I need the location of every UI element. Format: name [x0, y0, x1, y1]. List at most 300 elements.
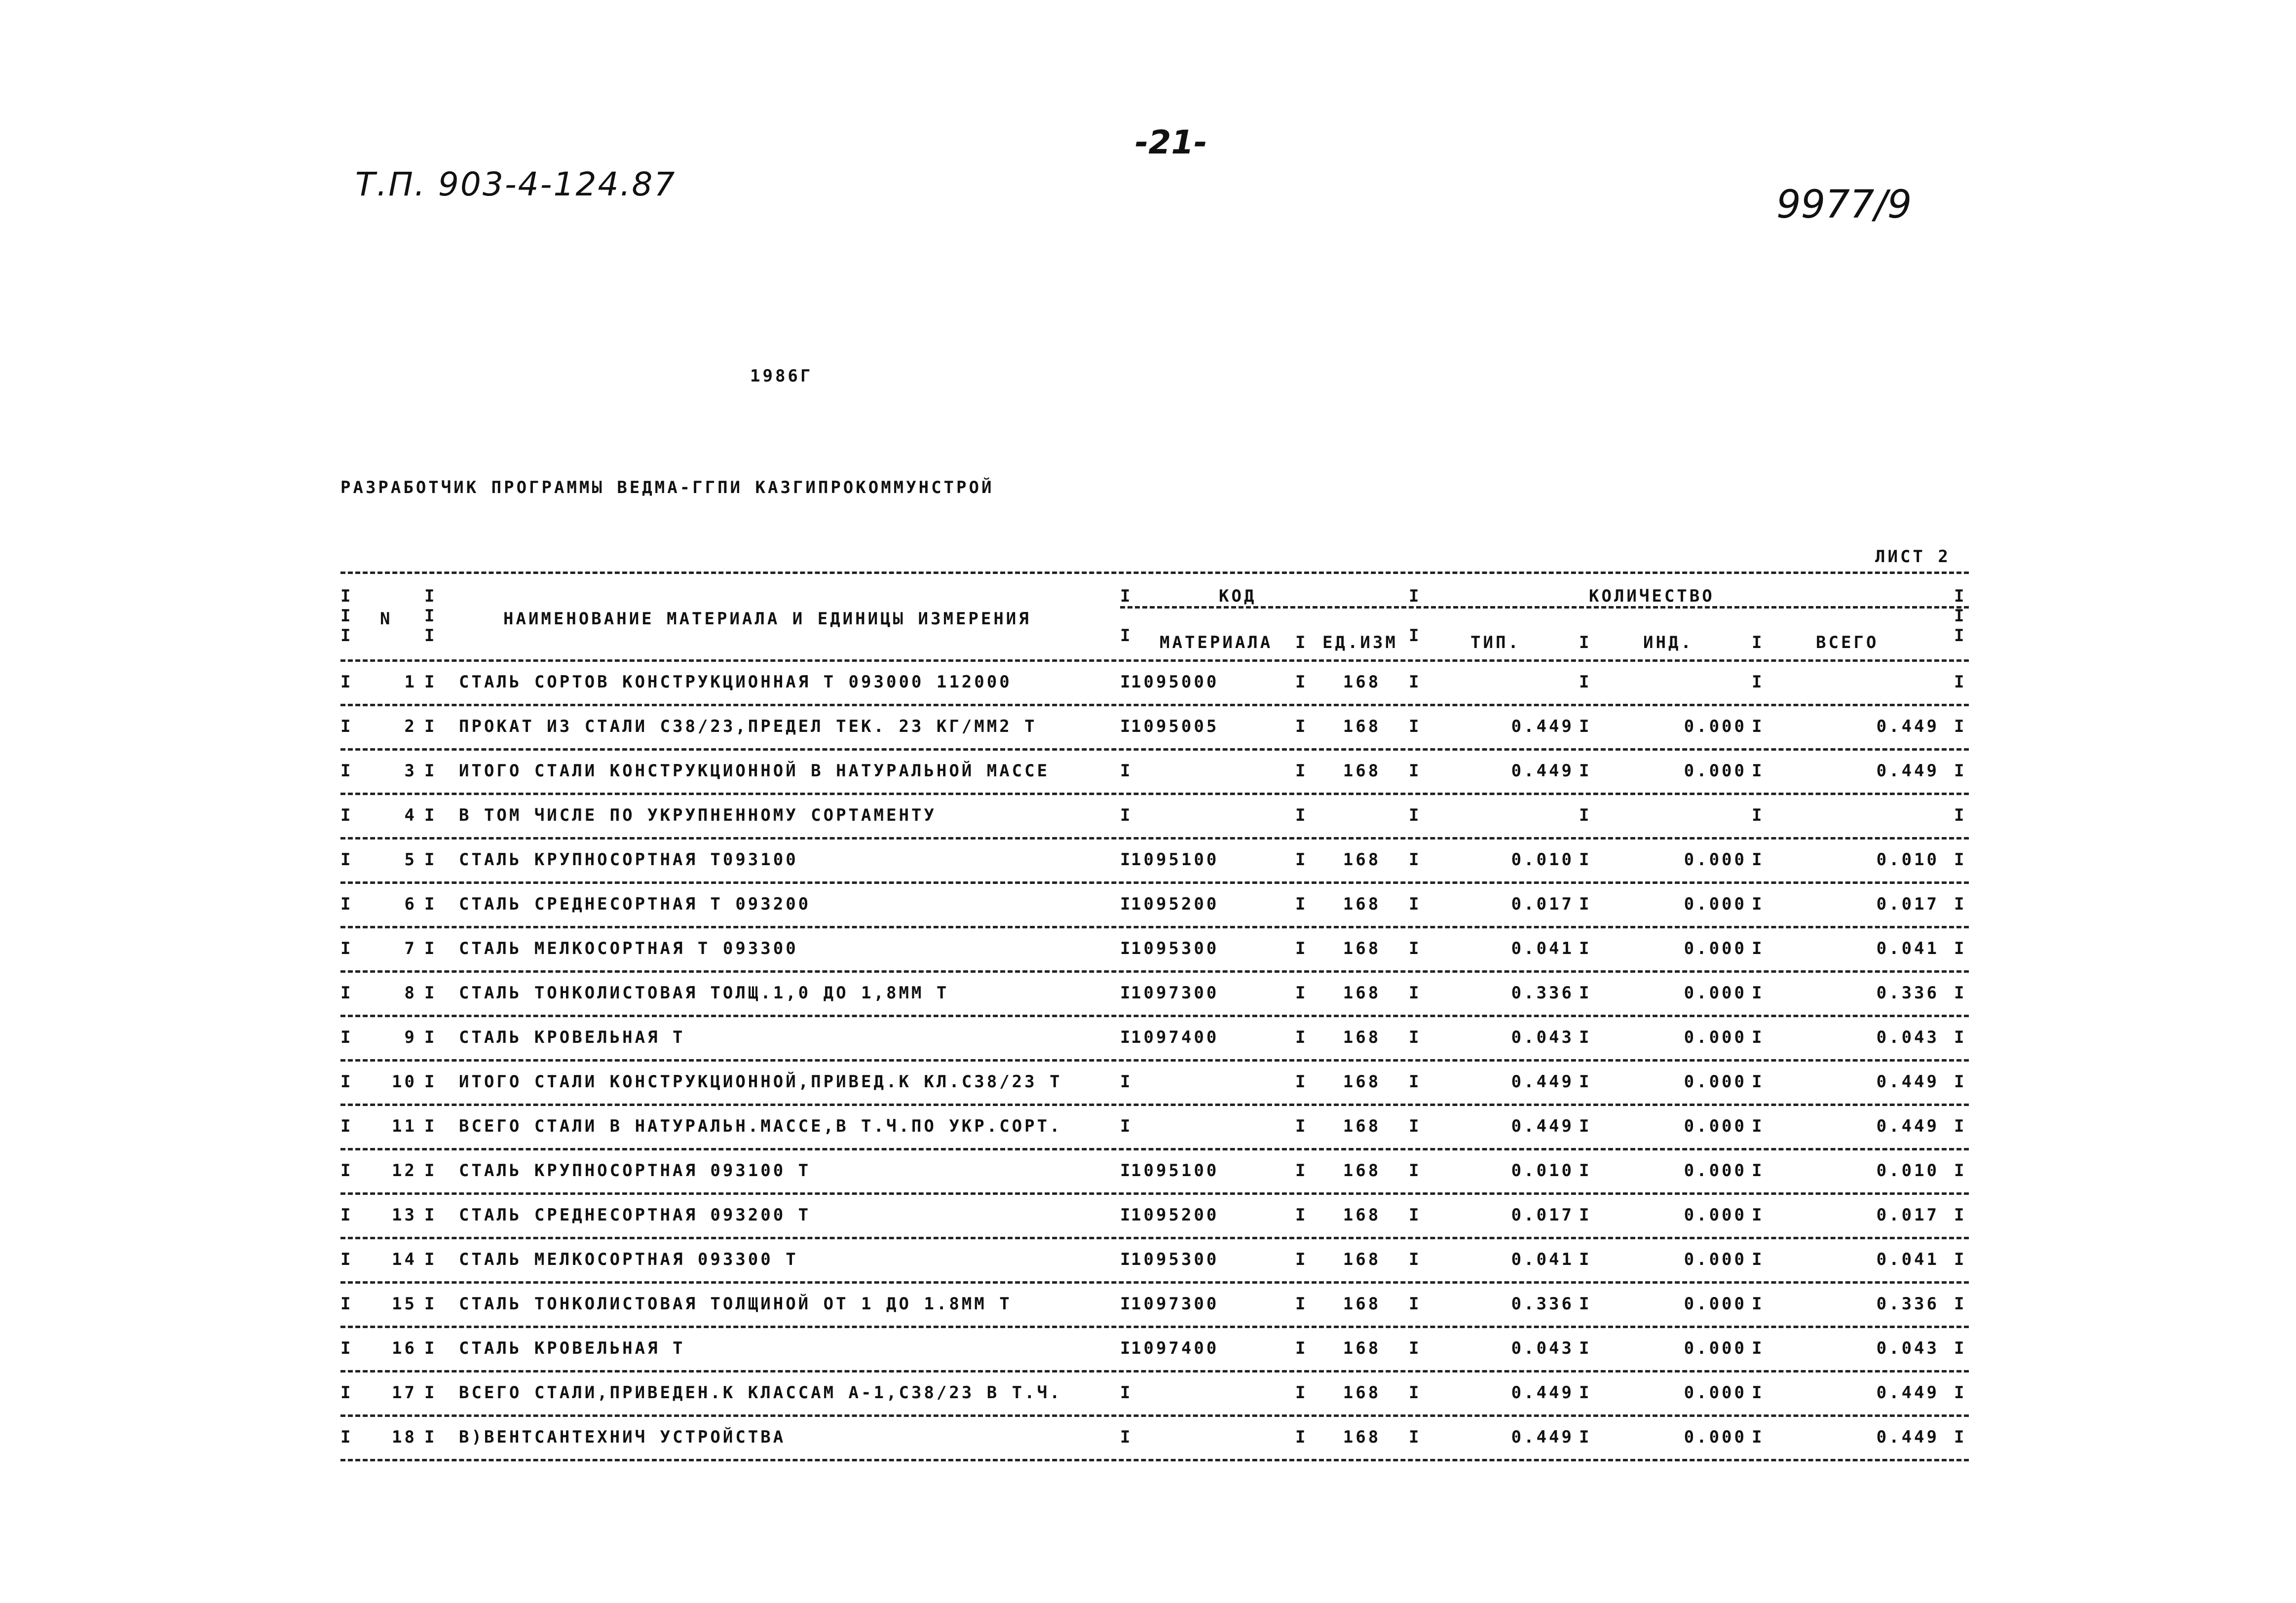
- qty-typ: 0.043: [1511, 1028, 1574, 1047]
- row-number: 16: [392, 1338, 417, 1358]
- row-number: 3: [404, 761, 417, 781]
- material-name: СТАЛЬ КРУПНОСОРТНАЯ 093100 Т: [459, 1161, 811, 1181]
- row-border-mark: I: [1120, 894, 1130, 914]
- row-border-mark: I: [1954, 672, 1964, 692]
- material-code: 1097400: [1131, 1028, 1219, 1047]
- row-separator: [340, 970, 1969, 973]
- row-border-mark: I: [1120, 761, 1130, 781]
- row-border-mark: I: [1295, 850, 1306, 870]
- material-name: СТАЛЬ КРОВЕЛЬНАЯ Т: [459, 1338, 685, 1358]
- row-border-mark: I: [1579, 983, 1589, 1003]
- qty-total: 0.449: [1876, 1427, 1939, 1447]
- row-border-mark: I: [424, 1294, 435, 1314]
- qty-total: 0.010: [1876, 850, 1939, 870]
- row-border-mark: I: [1579, 1427, 1589, 1447]
- row-separator: [340, 926, 1969, 928]
- unit-code: 168: [1343, 1294, 1381, 1314]
- qty-typ: 0.041: [1511, 1250, 1574, 1269]
- qty-total: 0.043: [1876, 1028, 1939, 1047]
- row-border-mark: I: [1752, 805, 1762, 825]
- qty-total: 0.449: [1876, 1072, 1939, 1092]
- row-number: 18: [392, 1427, 417, 1447]
- qty-ind: 0.000: [1684, 1116, 1747, 1136]
- row-border-mark: I: [1752, 1028, 1762, 1047]
- row-border-mark: I: [1579, 1205, 1589, 1225]
- row-border-mark: I: [1752, 1072, 1762, 1092]
- row-border-mark: I: [1752, 850, 1762, 870]
- unit-code: 168: [1343, 717, 1381, 736]
- row-border-mark: I: [1295, 939, 1306, 958]
- row-border-mark: I: [424, 1205, 435, 1225]
- row-border-mark: I: [340, 1338, 351, 1358]
- row-border-mark: I: [424, 717, 435, 736]
- row-border-mark: I: [1752, 1205, 1762, 1225]
- row-separator: [340, 748, 1969, 751]
- col-header-code: КОД: [1219, 586, 1257, 606]
- row-border-mark: I: [340, 1116, 351, 1136]
- row-border-mark: I: [1579, 1250, 1589, 1269]
- row-border-mark: I: [1295, 805, 1306, 825]
- unit-code: 168: [1343, 939, 1381, 958]
- row-border-mark: I: [1409, 805, 1419, 825]
- row-border-mark: I: [340, 672, 351, 692]
- unit-code: 168: [1343, 1383, 1381, 1403]
- row-border-mark: I: [1409, 717, 1419, 736]
- material-name: ИТОГО СТАЛИ КОНСТРУКЦИОННОЙ,ПРИВЕД.К КЛ.С38/23 Т: [459, 1072, 1062, 1092]
- row-border-mark: I: [1295, 1205, 1306, 1225]
- qty-total: 0.449: [1876, 1383, 1939, 1403]
- row-border-mark: I: [340, 1427, 351, 1447]
- sheet-code: 9977/9: [1776, 183, 1912, 227]
- qty-ind: 0.000: [1684, 1383, 1747, 1403]
- qty-ind: 0.000: [1684, 1205, 1747, 1225]
- table-top-rule: [340, 572, 1969, 574]
- row-border-mark: I: [1409, 1250, 1419, 1269]
- material-name: СТАЛЬ СРЕДНЕСОРТНАЯ Т 093200: [459, 894, 811, 914]
- row-number: 10: [392, 1072, 417, 1092]
- row-border-mark: I: [1579, 1338, 1589, 1358]
- row-border-mark: I: [1295, 1028, 1306, 1047]
- unit-code: 168: [1343, 1028, 1381, 1047]
- row-border-mark: I: [424, 1028, 435, 1047]
- row-border-mark: I: [1579, 894, 1589, 914]
- row-border-mark: I: [1954, 1250, 1964, 1269]
- row-border-mark: I: [340, 1028, 351, 1047]
- qty-typ: 0.010: [1511, 850, 1574, 870]
- row-border-mark: I: [340, 805, 351, 825]
- material-code: 1095200: [1131, 894, 1219, 914]
- qty-ind: 0.000: [1684, 1028, 1747, 1047]
- qty-typ: 0.336: [1511, 983, 1574, 1003]
- row-border-mark: I: [340, 1072, 351, 1092]
- col-header-quantity: КОЛИЧЕСТВО: [1589, 586, 1715, 606]
- row-border-mark: I: [340, 850, 351, 870]
- row-border-mark: I: [1409, 1028, 1419, 1047]
- row-border-mark: I: [1120, 983, 1130, 1003]
- header-border-mark: I I I: [1954, 586, 1964, 646]
- row-border-mark: I: [1752, 939, 1762, 958]
- row-border-mark: I: [1954, 894, 1964, 914]
- material-name: ВСЕГО СТАЛИ,ПРИВЕДЕН.К КЛАССАМ А-1,С38/23 В Т.Ч.: [459, 1383, 1062, 1403]
- row-number: 5: [404, 850, 417, 870]
- row-border-mark: I: [424, 672, 435, 692]
- row-border-mark: I: [1295, 672, 1306, 692]
- material-code: 1097400: [1131, 1338, 1219, 1358]
- row-border-mark: I: [1409, 983, 1419, 1003]
- row-separator: [340, 1326, 1969, 1328]
- row-border-mark: I: [1295, 1250, 1306, 1269]
- col-header-unit: ЕД.ИЗМ: [1322, 633, 1398, 652]
- row-border-mark: I: [1409, 1116, 1419, 1136]
- row-border-mark: I: [424, 805, 435, 825]
- row-border-mark: I: [1579, 717, 1589, 736]
- row-border-mark: I: [1954, 1205, 1964, 1225]
- material-code: 1097300: [1131, 1294, 1219, 1314]
- row-border-mark: I: [1120, 1205, 1130, 1225]
- unit-code: 168: [1343, 1250, 1381, 1269]
- row-border-mark: I: [1752, 1250, 1762, 1269]
- qty-typ: 0.336: [1511, 1294, 1574, 1314]
- row-border-mark: I: [1120, 1028, 1130, 1047]
- row-border-mark: I: [1752, 672, 1762, 692]
- row-border-mark: I: [1752, 1383, 1762, 1403]
- row-border-mark: I: [1579, 761, 1589, 781]
- row-border-mark: I: [1295, 1294, 1306, 1314]
- material-name: ПРОКАТ ИЗ СТАЛИ С38/23,ПРЕДЕЛ ТЕК. 23 КГ/ММ2 Т: [459, 717, 1037, 736]
- qty-ind: 0.000: [1684, 1161, 1747, 1181]
- unit-code: 168: [1343, 1205, 1381, 1225]
- row-border-mark: I: [424, 761, 435, 781]
- row-border-mark: I: [1954, 1338, 1964, 1358]
- qty-ind: 0.000: [1684, 939, 1747, 958]
- row-border-mark: I: [1752, 1338, 1762, 1358]
- sheet-label: ЛИСТ 2: [1875, 547, 1951, 567]
- row-separator: [340, 837, 1969, 840]
- material-code: 1095300: [1131, 1250, 1219, 1269]
- qty-total: 0.041: [1876, 1250, 1939, 1269]
- qty-ind: 0.000: [1684, 717, 1747, 736]
- row-border-mark: I: [424, 1427, 435, 1447]
- qty-typ: 0.449: [1511, 1116, 1574, 1136]
- material-name: СТАЛЬ ТОНКОЛИСТОВАЯ ТОЛЩ.1,0 ДО 1,8ММ Т: [459, 983, 949, 1003]
- qty-ind: 0.000: [1684, 1427, 1747, 1447]
- row-number: 2: [404, 717, 417, 736]
- row-number: 17: [392, 1383, 417, 1403]
- row-border-mark: I: [1579, 672, 1589, 692]
- row-number: 7: [404, 939, 417, 958]
- qty-total: 0.336: [1876, 1294, 1939, 1314]
- year-label: 1986Г: [750, 366, 813, 386]
- qty-total: 0.017: [1876, 894, 1939, 914]
- row-border-mark: I: [1752, 983, 1762, 1003]
- row-border-mark: I: [1409, 1338, 1419, 1358]
- row-separator: [340, 793, 1969, 795]
- row-border-mark: I: [1409, 850, 1419, 870]
- unit-code: 168: [1343, 672, 1381, 692]
- row-border-mark: I: [340, 1161, 351, 1181]
- row-number: 11: [392, 1116, 417, 1136]
- row-border-mark: I: [1579, 1072, 1589, 1092]
- material-name: СТАЛЬ СРЕДНЕСОРТНАЯ 093200 Т: [459, 1205, 811, 1225]
- qty-typ: 0.449: [1511, 717, 1574, 736]
- row-border-mark: I: [1954, 1161, 1964, 1181]
- row-border-mark: I: [1120, 939, 1130, 958]
- row-border-mark: I: [1120, 850, 1130, 870]
- row-border-mark: I: [1295, 1338, 1306, 1358]
- row-border-mark: I: [1954, 1427, 1964, 1447]
- qty-ind: 0.000: [1684, 983, 1747, 1003]
- row-number: 6: [404, 894, 417, 914]
- row-border-mark: I: [1409, 1427, 1419, 1447]
- row-border-mark: I: [1954, 1294, 1964, 1314]
- row-border-mark: I: [1295, 1116, 1306, 1136]
- row-border-mark: I: [424, 939, 435, 958]
- row-border-mark: I: [1579, 1116, 1589, 1136]
- row-border-mark: I: [1295, 983, 1306, 1003]
- row-border-mark: I: [1752, 717, 1762, 736]
- row-border-mark: I: [340, 1383, 351, 1403]
- header-border-mark: I: [1295, 633, 1306, 652]
- material-name: СТАЛЬ ТОНКОЛИСТОВАЯ ТОЛЩИНОЙ ОТ 1 ДО 1.8ММ Т: [459, 1294, 1012, 1314]
- row-border-mark: I: [340, 1294, 351, 1314]
- row-number: 14: [392, 1250, 417, 1269]
- row-number: 15: [392, 1294, 417, 1314]
- row-number: 4: [404, 805, 417, 825]
- row-border-mark: I: [1120, 1383, 1130, 1403]
- header-border-mark: I I: [1120, 586, 1130, 646]
- row-border-mark: I: [1409, 939, 1419, 958]
- row-border-mark: I: [1752, 1161, 1762, 1181]
- row-border-mark: I: [1409, 1205, 1419, 1225]
- unit-code: 168: [1343, 761, 1381, 781]
- qty-total: 0.017: [1876, 1205, 1939, 1225]
- row-border-mark: I: [340, 983, 351, 1003]
- row-border-mark: I: [340, 1250, 351, 1269]
- row-border-mark: I: [1120, 1072, 1130, 1092]
- row-border-mark: I: [1954, 805, 1964, 825]
- row-number: 13: [392, 1205, 417, 1225]
- row-border-mark: I: [1752, 1116, 1762, 1136]
- row-number: 1: [404, 672, 417, 692]
- row-separator: [340, 704, 1969, 706]
- row-border-mark: I: [1409, 1294, 1419, 1314]
- qty-typ: 0.017: [1511, 1205, 1574, 1225]
- row-border-mark: I: [340, 1205, 351, 1225]
- unit-code: 168: [1343, 850, 1381, 870]
- qty-ind: 0.000: [1684, 1338, 1747, 1358]
- row-border-mark: I: [424, 1338, 435, 1358]
- row-border-mark: I: [1752, 894, 1762, 914]
- unit-code: 168: [1343, 1427, 1381, 1447]
- header-border-mark: I I I: [424, 586, 435, 646]
- row-border-mark: I: [1954, 1383, 1964, 1403]
- material-name: В ТОМ ЧИСЛЕ ПО УКРУПНЕННОМУ СОРТАМЕНТУ: [459, 805, 937, 825]
- header-mid-rule: [1120, 606, 1969, 609]
- row-separator: [340, 1148, 1969, 1150]
- qty-typ: 0.017: [1511, 894, 1574, 914]
- material-code: 1095300: [1131, 939, 1219, 958]
- row-border-mark: I: [1120, 1161, 1130, 1181]
- document-code: Т.П. 903-4-124.87: [355, 165, 677, 203]
- row-border-mark: I: [1954, 1116, 1964, 1136]
- header-border-mark: I: [1579, 633, 1589, 652]
- material-code: 1095000: [1131, 672, 1219, 692]
- material-code: 1095200: [1131, 1205, 1219, 1225]
- qty-typ: 0.041: [1511, 939, 1574, 958]
- header-bottom-rule: [340, 659, 1969, 662]
- qty-total: 0.449: [1876, 761, 1939, 781]
- row-border-mark: I: [1295, 1383, 1306, 1403]
- material-code: 1095005: [1131, 717, 1219, 736]
- row-border-mark: I: [1295, 1161, 1306, 1181]
- unit-code: 168: [1343, 1072, 1381, 1092]
- row-border-mark: I: [1295, 717, 1306, 736]
- row-border-mark: I: [1954, 761, 1964, 781]
- qty-total: 0.010: [1876, 1161, 1939, 1181]
- row-border-mark: I: [1120, 805, 1130, 825]
- row-border-mark: I: [1120, 1427, 1130, 1447]
- col-header-typ: ТИП.: [1470, 633, 1521, 652]
- row-border-mark: I: [1579, 1294, 1589, 1314]
- unit-code: 168: [1343, 1338, 1381, 1358]
- row-number: 12: [392, 1161, 417, 1181]
- row-border-mark: I: [1295, 761, 1306, 781]
- qty-total: 0.449: [1876, 717, 1939, 736]
- row-separator: [340, 881, 1969, 884]
- unit-code: 168: [1343, 983, 1381, 1003]
- qty-ind: 0.000: [1684, 894, 1747, 914]
- row-border-mark: I: [1954, 717, 1964, 736]
- qty-ind: 0.000: [1684, 761, 1747, 781]
- row-border-mark: I: [1120, 1116, 1130, 1136]
- material-name: СТАЛЬ МЕЛКОСОРТНАЯ Т 093300: [459, 939, 798, 958]
- row-border-mark: I: [424, 1116, 435, 1136]
- material-code: 1095100: [1131, 850, 1219, 870]
- row-separator: [340, 1281, 1969, 1284]
- row-border-mark: I: [1120, 1294, 1130, 1314]
- col-header-n: N: [380, 609, 393, 629]
- row-border-mark: I: [1409, 894, 1419, 914]
- qty-ind: 0.000: [1684, 1250, 1747, 1269]
- row-border-mark: I: [1954, 939, 1964, 958]
- row-border-mark: I: [424, 1161, 435, 1181]
- qty-typ: 0.449: [1511, 761, 1574, 781]
- row-border-mark: I: [1295, 1427, 1306, 1447]
- material-code: 1095100: [1131, 1161, 1219, 1181]
- row-border-mark: I: [1120, 1338, 1130, 1358]
- row-border-mark: I: [1120, 672, 1130, 692]
- row-border-mark: I: [1579, 1161, 1589, 1181]
- row-border-mark: I: [1954, 983, 1964, 1003]
- unit-code: 168: [1343, 894, 1381, 914]
- qty-ind: 0.000: [1684, 1072, 1747, 1092]
- row-border-mark: I: [1295, 894, 1306, 914]
- row-border-mark: I: [340, 717, 351, 736]
- material-code: 1097300: [1131, 983, 1219, 1003]
- material-name: СТАЛЬ КРУПНОСОРТНАЯ Т093100: [459, 850, 798, 870]
- material-name: СТАЛЬ МЕЛКОСОРТНАЯ 093300 Т: [459, 1250, 798, 1269]
- material-name: ИТОГО СТАЛИ КОНСТРУКЦИОННОЙ В НАТУРАЛЬНОЙ МАССЕ: [459, 761, 1050, 781]
- row-separator: [340, 1192, 1969, 1195]
- row-border-mark: I: [424, 1072, 435, 1092]
- qty-total: 0.449: [1876, 1116, 1939, 1136]
- row-border-mark: I: [1954, 1072, 1964, 1092]
- row-border-mark: I: [1579, 1383, 1589, 1403]
- row-separator: [340, 1370, 1969, 1373]
- row-border-mark: I: [424, 1383, 435, 1403]
- qty-total: 0.043: [1876, 1338, 1939, 1358]
- row-number: 8: [404, 983, 417, 1003]
- row-separator: [340, 1414, 1969, 1417]
- qty-typ: 0.449: [1511, 1427, 1574, 1447]
- col-header-ind: ИНД.: [1643, 633, 1694, 652]
- qty-typ: 0.043: [1511, 1338, 1574, 1358]
- header-border-mark: I: [1752, 633, 1762, 652]
- row-border-mark: I: [1409, 1161, 1419, 1181]
- row-border-mark: I: [424, 983, 435, 1003]
- row-border-mark: I: [340, 939, 351, 958]
- row-border-mark: I: [1409, 1072, 1419, 1092]
- material-name: СТАЛЬ КРОВЕЛЬНАЯ Т: [459, 1028, 685, 1047]
- row-border-mark: I: [1579, 939, 1589, 958]
- row-separator: [340, 1459, 1969, 1461]
- unit-code: 168: [1343, 1116, 1381, 1136]
- header-border-mark: I I: [1409, 586, 1419, 646]
- row-border-mark: I: [1579, 850, 1589, 870]
- row-border-mark: I: [1579, 805, 1589, 825]
- col-header-material: МАТЕРИАЛА: [1160, 633, 1273, 652]
- row-border-mark: I: [1120, 1250, 1130, 1269]
- unit-code: 168: [1343, 1161, 1381, 1181]
- qty-typ: 0.010: [1511, 1161, 1574, 1181]
- row-border-mark: I: [1409, 761, 1419, 781]
- row-border-mark: I: [1752, 1294, 1762, 1314]
- qty-total: 0.336: [1876, 983, 1939, 1003]
- row-border-mark: I: [1409, 1383, 1419, 1403]
- row-border-mark: I: [1954, 850, 1964, 870]
- row-border-mark: I: [424, 850, 435, 870]
- row-border-mark: I: [1752, 1427, 1762, 1447]
- row-border-mark: I: [1752, 761, 1762, 781]
- qty-typ: 0.449: [1511, 1072, 1574, 1092]
- row-separator: [340, 1104, 1969, 1106]
- row-border-mark: I: [1295, 1072, 1306, 1092]
- row-border-mark: I: [424, 894, 435, 914]
- row-border-mark: I: [1579, 1028, 1589, 1047]
- developer-line: РАЗРАБОТЧИК ПРОГРАММЫ ВЕДМА-ГГПИ КАЗГИПРОКОММУНСТРОЙ: [340, 478, 994, 497]
- qty-ind: 0.000: [1684, 850, 1747, 870]
- qty-ind: 0.000: [1684, 1294, 1747, 1314]
- material-name: ВСЕГО СТАЛИ В НАТУРАЛЬН.МАССЕ,В Т.Ч.ПО УКР.СОРТ.: [459, 1116, 1062, 1136]
- row-border-mark: I: [1954, 1028, 1964, 1047]
- row-border-mark: I: [424, 1250, 435, 1269]
- row-separator: [340, 1237, 1969, 1239]
- row-border-mark: I: [340, 761, 351, 781]
- row-border-mark: I: [1120, 717, 1130, 736]
- row-separator: [340, 1059, 1969, 1062]
- qty-total: 0.041: [1876, 939, 1939, 958]
- row-border-mark: I: [1409, 672, 1419, 692]
- material-name: СТАЛЬ СОРТОВ КОНСТРУКЦИОННАЯ Т 093000 112000: [459, 672, 1012, 692]
- row-separator: [340, 1015, 1969, 1017]
- col-header-name: НАИМЕНОВАНИЕ МАТЕРИАЛА И ЕДИНИЦЫ ИЗМЕРЕНИЯ: [503, 609, 1031, 629]
- row-border-mark: I: [340, 894, 351, 914]
- page-number: -21-: [1135, 123, 1207, 161]
- row-number: 9: [404, 1028, 417, 1047]
- col-header-total: ВСЕГО: [1816, 633, 1879, 652]
- materials-table: [340, 572, 1969, 1470]
- header-border-mark: I I I: [340, 586, 351, 646]
